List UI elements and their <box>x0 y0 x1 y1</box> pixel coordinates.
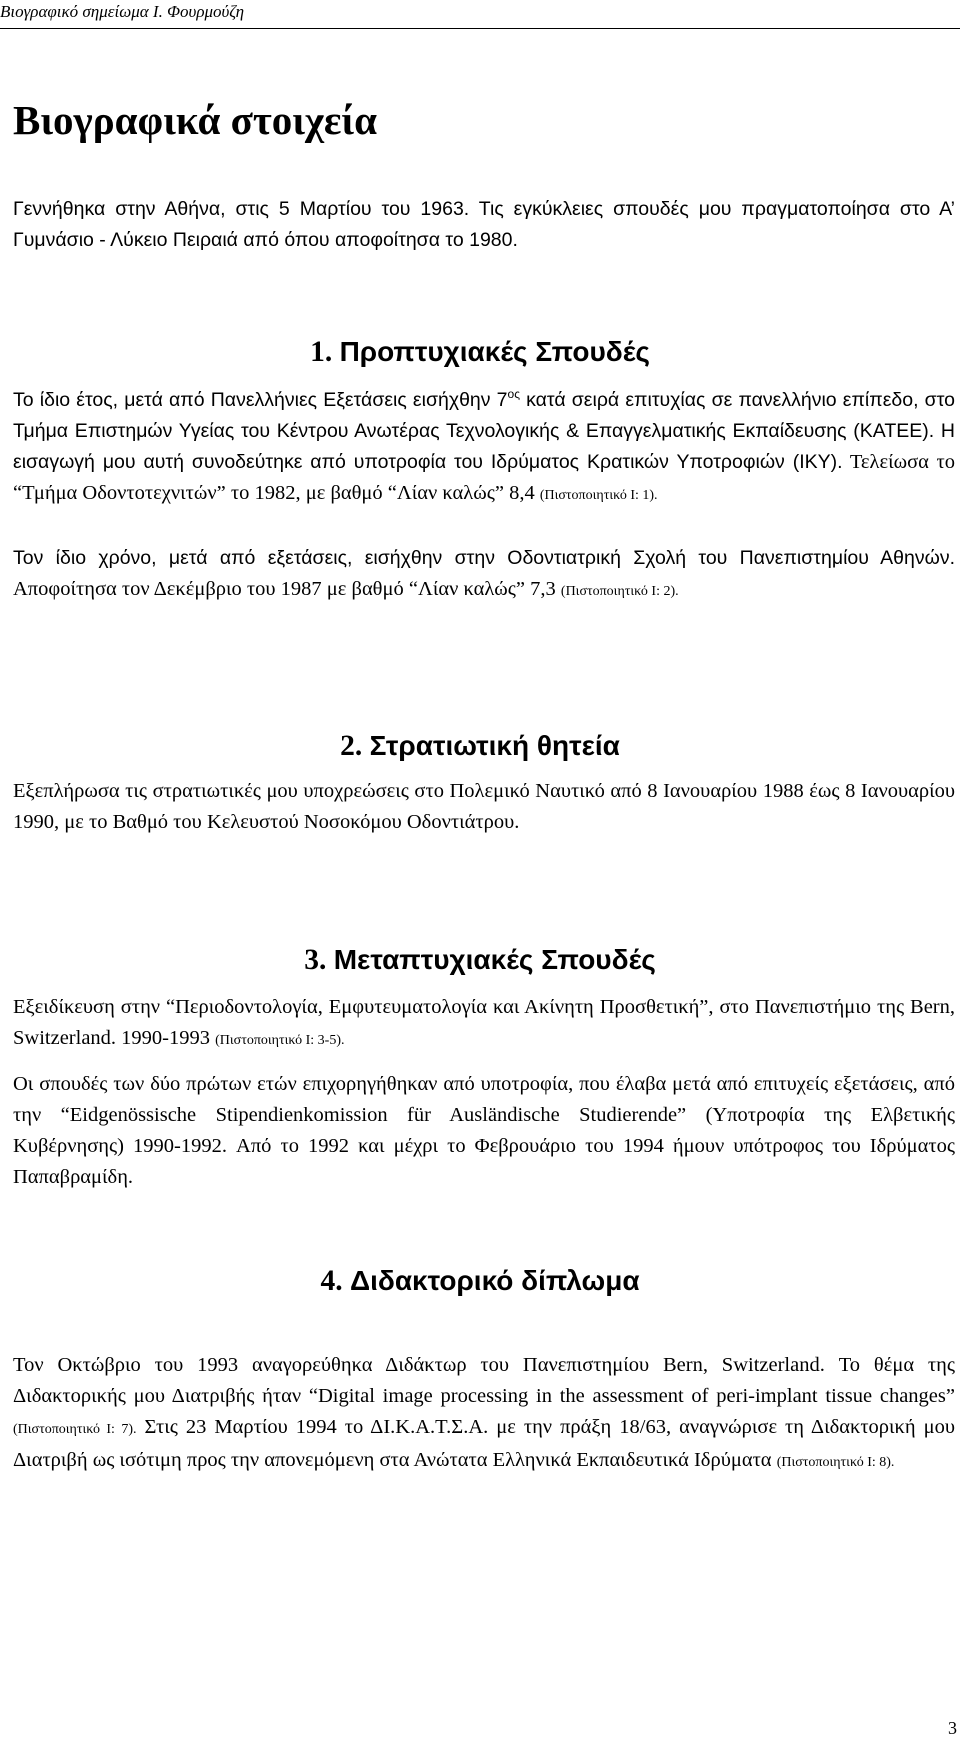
certificate-reference: (Πιστοποιητικό Ι: 3-5). <box>215 1033 345 1048</box>
section-2-title: Στρατιωτική θητεία <box>369 730 620 761</box>
running-header: Βιογραφικό σημείωμα Ι. Φουρμούζη <box>0 2 245 21</box>
section-2-paragraph-1: Εξεπλήρωσα τις στρατιωτικές μου υποχρεώσεις στο Πολεμικό Ναυτικό από 8 Ιανουαρίου 1988 έως 8 Ιανουαρίου 1990, με το Βαθμό του Κελευστού Νοσοκόμου Οδοντιάτρου. <box>13 780 955 833</box>
section-3-p1-text: Εξειδίκευση στην “Περιοδοντολογία, Εμφυτευματολογία και Ακίνητη Προσθετική”, στο Πανεπιστήμιο της Bern, Switzerland. 1990-1993 <box>13 996 955 1049</box>
section-1-p1-text-a: Το ίδιο έτος, μετά από Πανελλήνιες Εξετάσεις εισήχθην 7 <box>13 389 508 411</box>
section-3-heading <box>0 943 960 977</box>
section-1-number: 1. <box>310 336 333 368</box>
header-rule <box>0 28 960 29</box>
section-1-p1-text-c: Τελείωσα το “Τμήμα Οδοντοτεχνιτών” το 1982, με βαθμό “Λίαν καλώς” 8,4 <box>13 451 955 504</box>
section-3-number: 3. <box>304 944 327 976</box>
section-1-paragraph-1 <box>13 385 955 511</box>
section-3-paragraph-1 <box>13 992 955 1056</box>
certificate-reference: (Πιστοποιητικό Ι: 1). <box>539 488 658 503</box>
section-4-heading <box>0 1264 960 1298</box>
section-4-p1-text-a: Τον Οκτώβριο του 1993 αναγορεύθηκα Διδάκτωρ του Πανεπιστημίου Bern, Switzerland. Το θέμα της Διδακτορικής μου Διατριβής ήταν “Digital image processing in the assessment of peri-implant tissue changes” <box>13 1354 955 1407</box>
section-1-title: Προπτυχιακές Σπουδές <box>339 336 650 367</box>
certificate-reference: (Πιστοποιητικό Ι: 8). <box>776 1455 895 1470</box>
section-4-number: 4. <box>320 1265 343 1297</box>
section-2-number: 2. <box>340 730 363 762</box>
certificate-reference: (Πιστοποιητικό Ι: 7). <box>13 1422 137 1437</box>
section-1-p2-text-b: Αποφοίτησα τον Δεκέμβριο του 1987 με βαθμό “Λίαν καλώς” 7,3 <box>13 578 561 600</box>
ordinal-superscript: ος <box>507 387 520 402</box>
page-title: Βιογραφικά στοιχεία <box>13 97 378 143</box>
section-1-paragraph-2 <box>13 543 955 607</box>
intro-paragraph: Γεννήθηκα στην Αθήνα, στις 5 Μαρτίου του 1963. Τις εγκύκλειες σπουδές μου πραγματοποίησα στο Α’ Γυμνάσιο - Λύκειο Πειραιά από όπου αποφοίτησα το 1980. <box>13 198 955 251</box>
section-1-p1-text-b: κατά σειρά επιτυχίας σε πανελλήνιο επίπεδο, στο Τμήμα Επιστημών Υγείας του Κέντρου Ανωτέρας Τεχνολογικής & Επαγγελματικής Εκπαίδευσης (ΚΑΤΕΕ). Η εισαγωγή μου αυτή συνοδεύτηκε από υποτροφία του Ιδρύματος Κρατικών Υποτροφιών (ΙΚΥ). <box>13 389 955 473</box>
section-4-paragraph-1 <box>13 1350 955 1478</box>
section-3-paragraph-2: Οι σπουδές των δύο πρώτων ετών επιχορηγήθηκαν από υποτροφία, που έλαβα μετά από επιτυχείς εξετάσεις, από την “Eidgenössische Stipendienkomission für Ausländische Studierende” (Υποτροφία της Ελβετικής Κυβέρνησης) 1990-1992. Από το 1992 και μέχρι το Φεβρουάριο του 1994 ήμουν υπότροφος του Ιδρύματος Παπαβραμίδη. <box>13 1073 955 1188</box>
section-2-heading <box>0 729 960 763</box>
section-4-p1-text-b: Στις 23 Μαρτίου 1994 το ΔΙ.Κ.Α.Τ.Σ.Α. με την πράξη 18/63, αναγνώρισε τη Διδακτορική μου Διατριβή ως ισότιμη προς την απονεμόμενη στα Ανώτατα Ελληνικά Εκπαιδευτικά Ιδρύματα <box>13 1416 955 1471</box>
certificate-reference: (Πιστοποιητικό Ι: 2). <box>560 584 679 599</box>
section-3-title: Μεταπτυχιακές Σπουδές <box>333 944 656 975</box>
section-1-p2-text-a: Τον ίδιο χρόνο, μετά από εξετάσεις, εισήχθην στην Οδοντιατρική Σχολή του Πανεπιστημίου Αθηνών. <box>13 547 955 569</box>
section-4-title: Διδακτορικό δίπλωμα <box>349 1265 640 1296</box>
page-number: 3 <box>948 1718 957 1738</box>
section-1-heading <box>0 335 960 369</box>
